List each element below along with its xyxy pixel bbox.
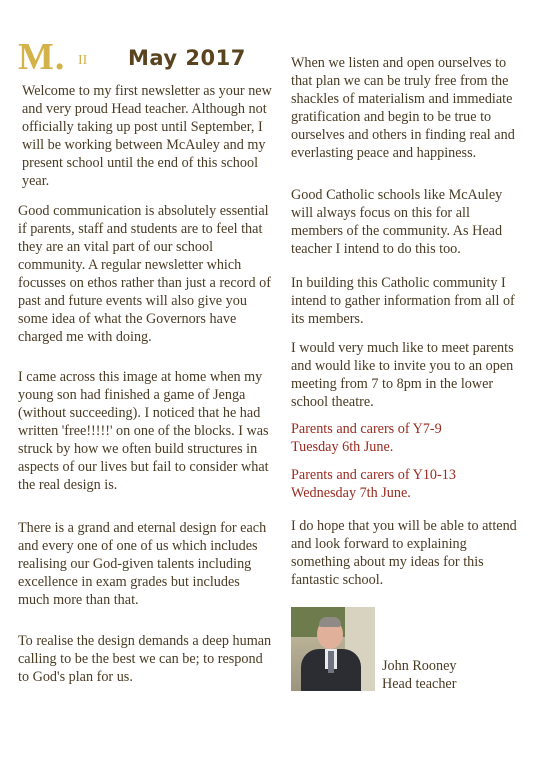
communication-paragraph: Good communication is absolutely essential if parents, staff and students are to feel that they are an vital part of our school community. A regular newsletter which focusses on ethos rather than just a record of past and future events will also give you some idea of what the Governors have charged me with doing. xyxy=(18,203,271,345)
closing-paragraph: I do hope that you will be able to attend and look forward to explaining something about my ideas for this fantastic school. xyxy=(291,518,517,588)
jenga-paragraph: I came across this image at home when my young son had finished a game of Jenga (without succeeding). I noticed that he had written 'free!!!!!' on one of the blocks. I was struck by how we often build structures in aspects of our lives but fail to consider what the real design is. xyxy=(18,369,269,493)
school-logo-letter: M. xyxy=(18,36,66,78)
headteacher-photo xyxy=(291,607,375,691)
meeting-1-group: Parents and carers of Y7-9 xyxy=(291,421,442,437)
catholic-schools-paragraph: Good Catholic schools like McAuley will always focus on this for all members of the community. As Head teacher I intend to do this too. xyxy=(291,187,503,257)
meeting-invite-paragraph: I would very much like to meet parents and would like to invite you to an open meeting from 7 to 8pm in the lower school theatre. xyxy=(291,340,514,410)
design-paragraph: There is a grand and eternal design for each and every one of one of us which includes realising our God-given talents including excellence in exam grades but includes much more than that. xyxy=(18,520,267,608)
issue-number: II xyxy=(78,53,88,68)
calling-paragraph: To realise the design demands a deep human calling to be the best we can be; to respond to God's plan for us. xyxy=(18,633,272,685)
welcome-paragraph: Welcome to my first newsletter as your new and very proud Head teacher. Although not officially taking up post until September, I will be working between McAuley and my present school until the end of this school year. xyxy=(22,83,272,189)
community-paragraph: In building this Catholic community I intend to gather information from all of its members. xyxy=(291,275,515,327)
meeting-2-group: Parents and carers of Y10-13 xyxy=(291,467,456,483)
signature-name: John Rooney xyxy=(382,658,457,674)
meeting-2-date: Wednesday 7th June. xyxy=(291,485,411,501)
signature-title: Head teacher xyxy=(382,676,457,692)
masthead xyxy=(18,38,268,78)
issue-date: May 2017 xyxy=(128,46,246,70)
meeting-1-date: Tuesday 6th June. xyxy=(291,439,394,455)
listen-paragraph: When we listen and open ourselves to that plan we can be truly free from the shackles of materialism and immediate gratification and begin to be true to ourselves and others in finding real and everlasting peace and happiness. xyxy=(291,55,515,161)
